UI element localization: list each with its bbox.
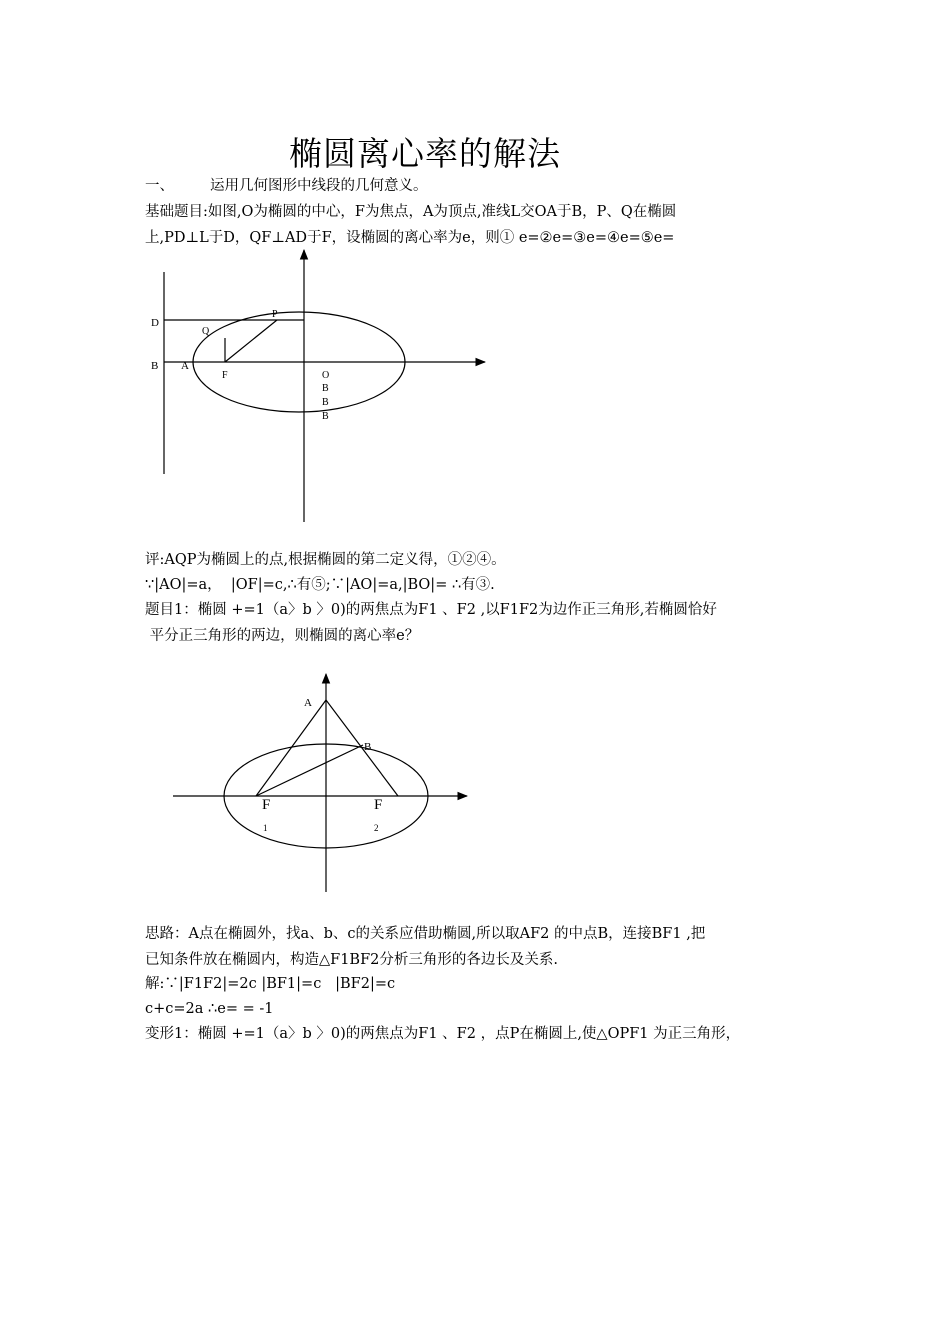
- basic-problem-line-2: 上,PD⊥L于D，QF⊥AD于F，设椭圆的离心率为e，则① e=②e=③e=④e=⑤e=: [145, 230, 675, 246]
- triangle-side-af2: [326, 700, 398, 796]
- comment-line-1: 评:AQP为椭圆上的点,根据椭圆的第二定义得，①②④。: [145, 552, 506, 568]
- solution-line-2: c+c=2a ∴e= = -1: [145, 1001, 274, 1017]
- triangle-side-af1: [256, 700, 326, 796]
- label-q: Q: [202, 326, 210, 337]
- idea-line-1: 思路：A点在椭圆外，找a、b、c的关系应借助椭圆,所以取AF2 的中点B，连接BF1 ,把: [145, 926, 706, 942]
- label-a: A: [181, 360, 189, 372]
- section-text: 运用几何图形中线段的几何意义。: [210, 178, 428, 194]
- solution-line-1: 解:∵|F1F2|=2c |BF1|=c |BF2|=c: [145, 976, 396, 992]
- problem1-line-2: 平分正三角形的两边，则椭圆的离心率e？: [145, 628, 420, 644]
- label-b-2: B: [322, 397, 329, 408]
- label-b-2: B: [364, 741, 372, 753]
- label-p: P: [272, 309, 278, 320]
- label-b: B: [151, 360, 159, 372]
- problem1-line-1: 题目1：椭圆 +=1（a〉b 〉0)的两焦点为F1 、F2 ,以F1F2为边作正三角形,若椭圆恰好: [145, 602, 717, 618]
- label-b-3: B: [322, 411, 329, 422]
- variant1-line-1: 变形1：椭圆 +=1（a〉b 〉0)的两焦点为F1 、F2 ，点P在椭圆上,使△OPF1 为正三角形，: [145, 1026, 741, 1042]
- label-f2-sub: 2: [374, 823, 379, 833]
- section-number: 一、: [145, 178, 174, 194]
- label-f: F: [222, 370, 228, 381]
- basic-problem-line-1: 基础题目:如图,O为椭圆的中心，F为焦点，A为顶点,准线L交OA于B，P、Q在椭圆: [145, 204, 677, 220]
- comment-line-2: ∵|AO|=a， |OF|=c,∴有⑤;∵|AO|=a,|BO|= ∴有③.: [145, 577, 495, 593]
- label-f1: F: [262, 797, 271, 813]
- label-f1-sub: 1: [263, 823, 268, 833]
- label-b-1: B: [322, 383, 329, 394]
- label-f2: F: [374, 797, 383, 813]
- label-d: D: [151, 317, 159, 329]
- idea-line-2: 已知条件放在椭圆内，构造△F1BF2分析三角形的各边长及关系.: [145, 952, 558, 968]
- segment-bf1: [256, 745, 363, 796]
- label-a-2: A: [304, 697, 312, 709]
- label-o: O: [322, 370, 330, 381]
- page-title: 椭圆离心率的解法: [289, 134, 561, 173]
